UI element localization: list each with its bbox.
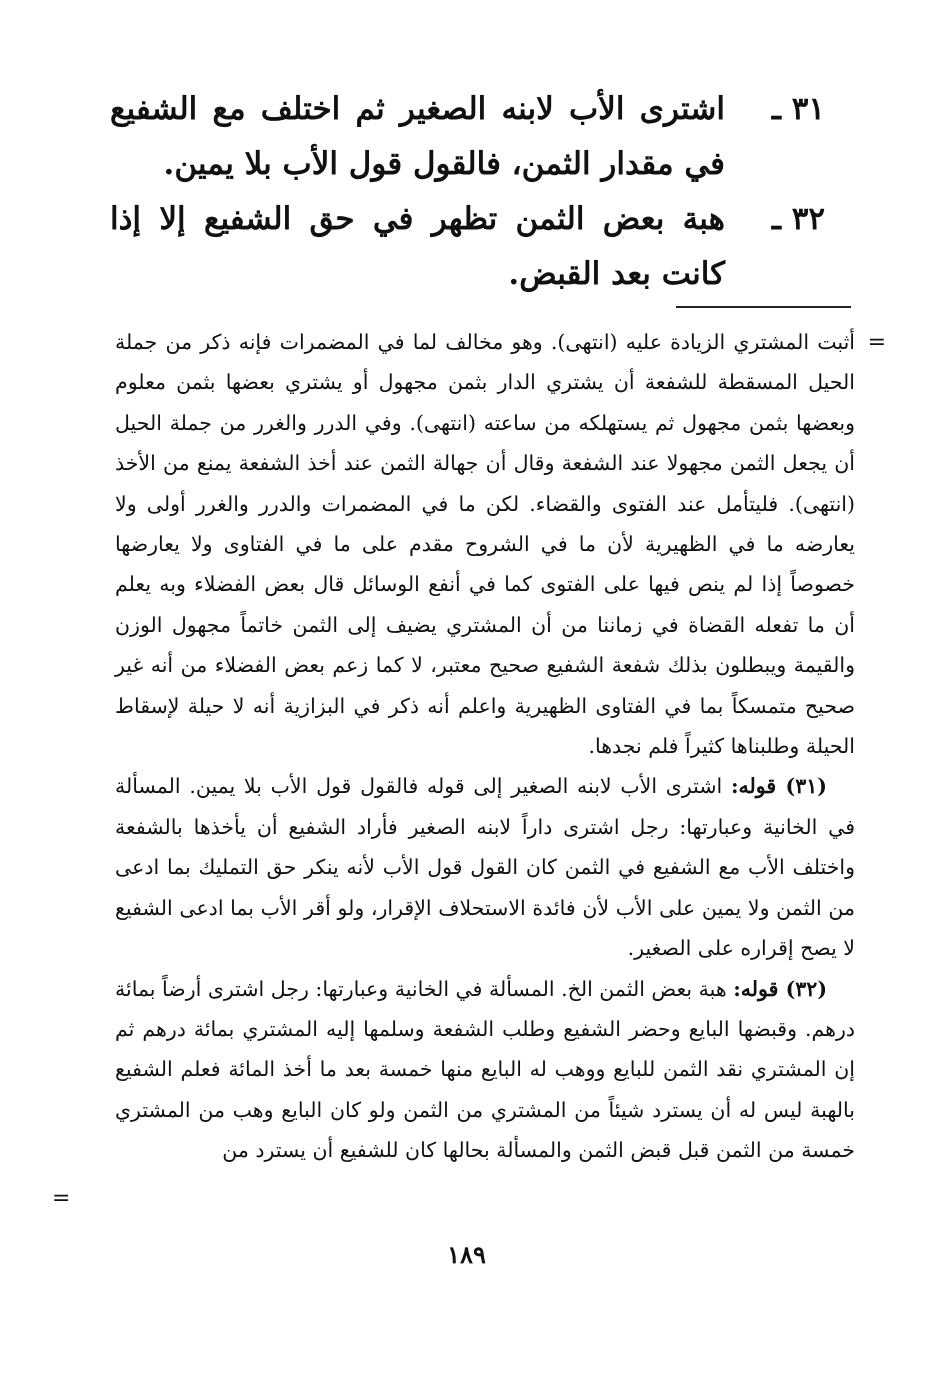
commentary (115, 322, 855, 1171)
rule-text: هبة بعض الثمن تظهر في حق الشفيع إلا إذا كانت بعد القبض. (110, 201, 725, 292)
footnote-divider (676, 306, 851, 308)
end-continuation-mark: = (52, 1186, 71, 1211)
rule-32 (110, 192, 825, 302)
rule-number: ٣٢ ـ (771, 201, 825, 237)
continuation-mark: = (867, 330, 886, 355)
main-rules (110, 82, 825, 302)
page-number: ١٨٩ (447, 1240, 486, 1269)
rule-text: اشترى الأب لابنه الصغير ثم اختلف مع الشفيع في مقدار الثمن، فالقول قول الأب بلا يمين. (110, 91, 725, 182)
rule-31 (110, 82, 825, 192)
paragraph-label: (٣٢) قوله: (733, 976, 828, 1001)
paragraph-text: هبة بعض الثمن الخ. المسألة في الخانية وعبارتها: رجل اشترى أرضاً بمائة درهم. وقبضها البايع وحضر الشفيع وطلب الشفعة وسلمها إليه المشتري بمائة درهم ثم إن المشتري نقد الثمن للبايع ووهب له البايع منها خمسة بعد ما أخذ المائة فعلم الشفيع بالهبة ليس له أن يسترد شيئاً من المشتري من الثمن ولو كان البايع وهب من المشتري خمسة من الثمن قبل قبض الثمن والمسألة بحالها كان للشفيع أن يسترد من (115, 976, 855, 1163)
commentary-paragraph-2 (115, 766, 855, 968)
rule-number: ٣١ ـ (771, 91, 825, 127)
commentary-paragraph-1: أثبت المشتري الزيادة عليه (انتهى). وهو مخالف لما في المضمرات فإنه ذكر من جملة الحيل المسقطة للشفعة أن يشتري الدار بثمن مجهول أو يشتري بعضها بثمن معلوم وبعضها بثمن مجهول ثم يستهلكه من ساعته (انتهى). وفي الدرر والغرر من جملة الحيل أن يجعل الثمن مجهولا عند الشفعة وقال أن جهالة الثمن عند أخذ الشفعة يمنع من الأخذ (انتهى). فليتأمل عند الفتوى والقضاء. لكن ما في المضمرات والدرر والغرر أولى ولا يعارضه ما في الظهيرية لأن ما في الشروح مقدم على ما في الفتاوى ولا يعارضها خصوصاً إذا لم ينص فيها على الفتوى كما في أنفع الوسائل قال بعض الفضلاء وبه يعلم أن ما تفعله القضاة في زماننا من أن المشتري يضيف إلى الثمن خاتماً مجهول الوزن والقيمة ويبطلون بذلك شفعة الشفيع صحيح معتبر، لا كما زعم بعض الفضلاء من أنه غير صحيح متمسكاً بما في الفتاوى الظهيرية واعلم أنه ذكر في البزازية أنه لا حيلة لإسقاط الحيلة وطلبناها كثيراً فلم نجدها. (115, 330, 855, 759)
commentary-paragraph-3 (115, 969, 855, 1171)
paragraph-text: اشترى الأب لابنه الصغير إلى قوله فالقول قول الأب بلا يمين. المسألة في الخانية وعبارتها: رجل اشترى داراً لابنه الصغير فأراد الشفيع أن يأخذها بالشفعة واختلف الأب مع الشفيع في الثمن كان القول قول الأب لأنه ينكر حق التمليك بما ادعى من الثمن ولا يمين على الأب لأن فائدة الاستحلاف الإقرار، ولو أقر الأب بما ادعى الشفيع لا يصح إقراره على الصغير. (115, 774, 855, 961)
paragraph-label: (٣١) قوله: (730, 774, 827, 799)
